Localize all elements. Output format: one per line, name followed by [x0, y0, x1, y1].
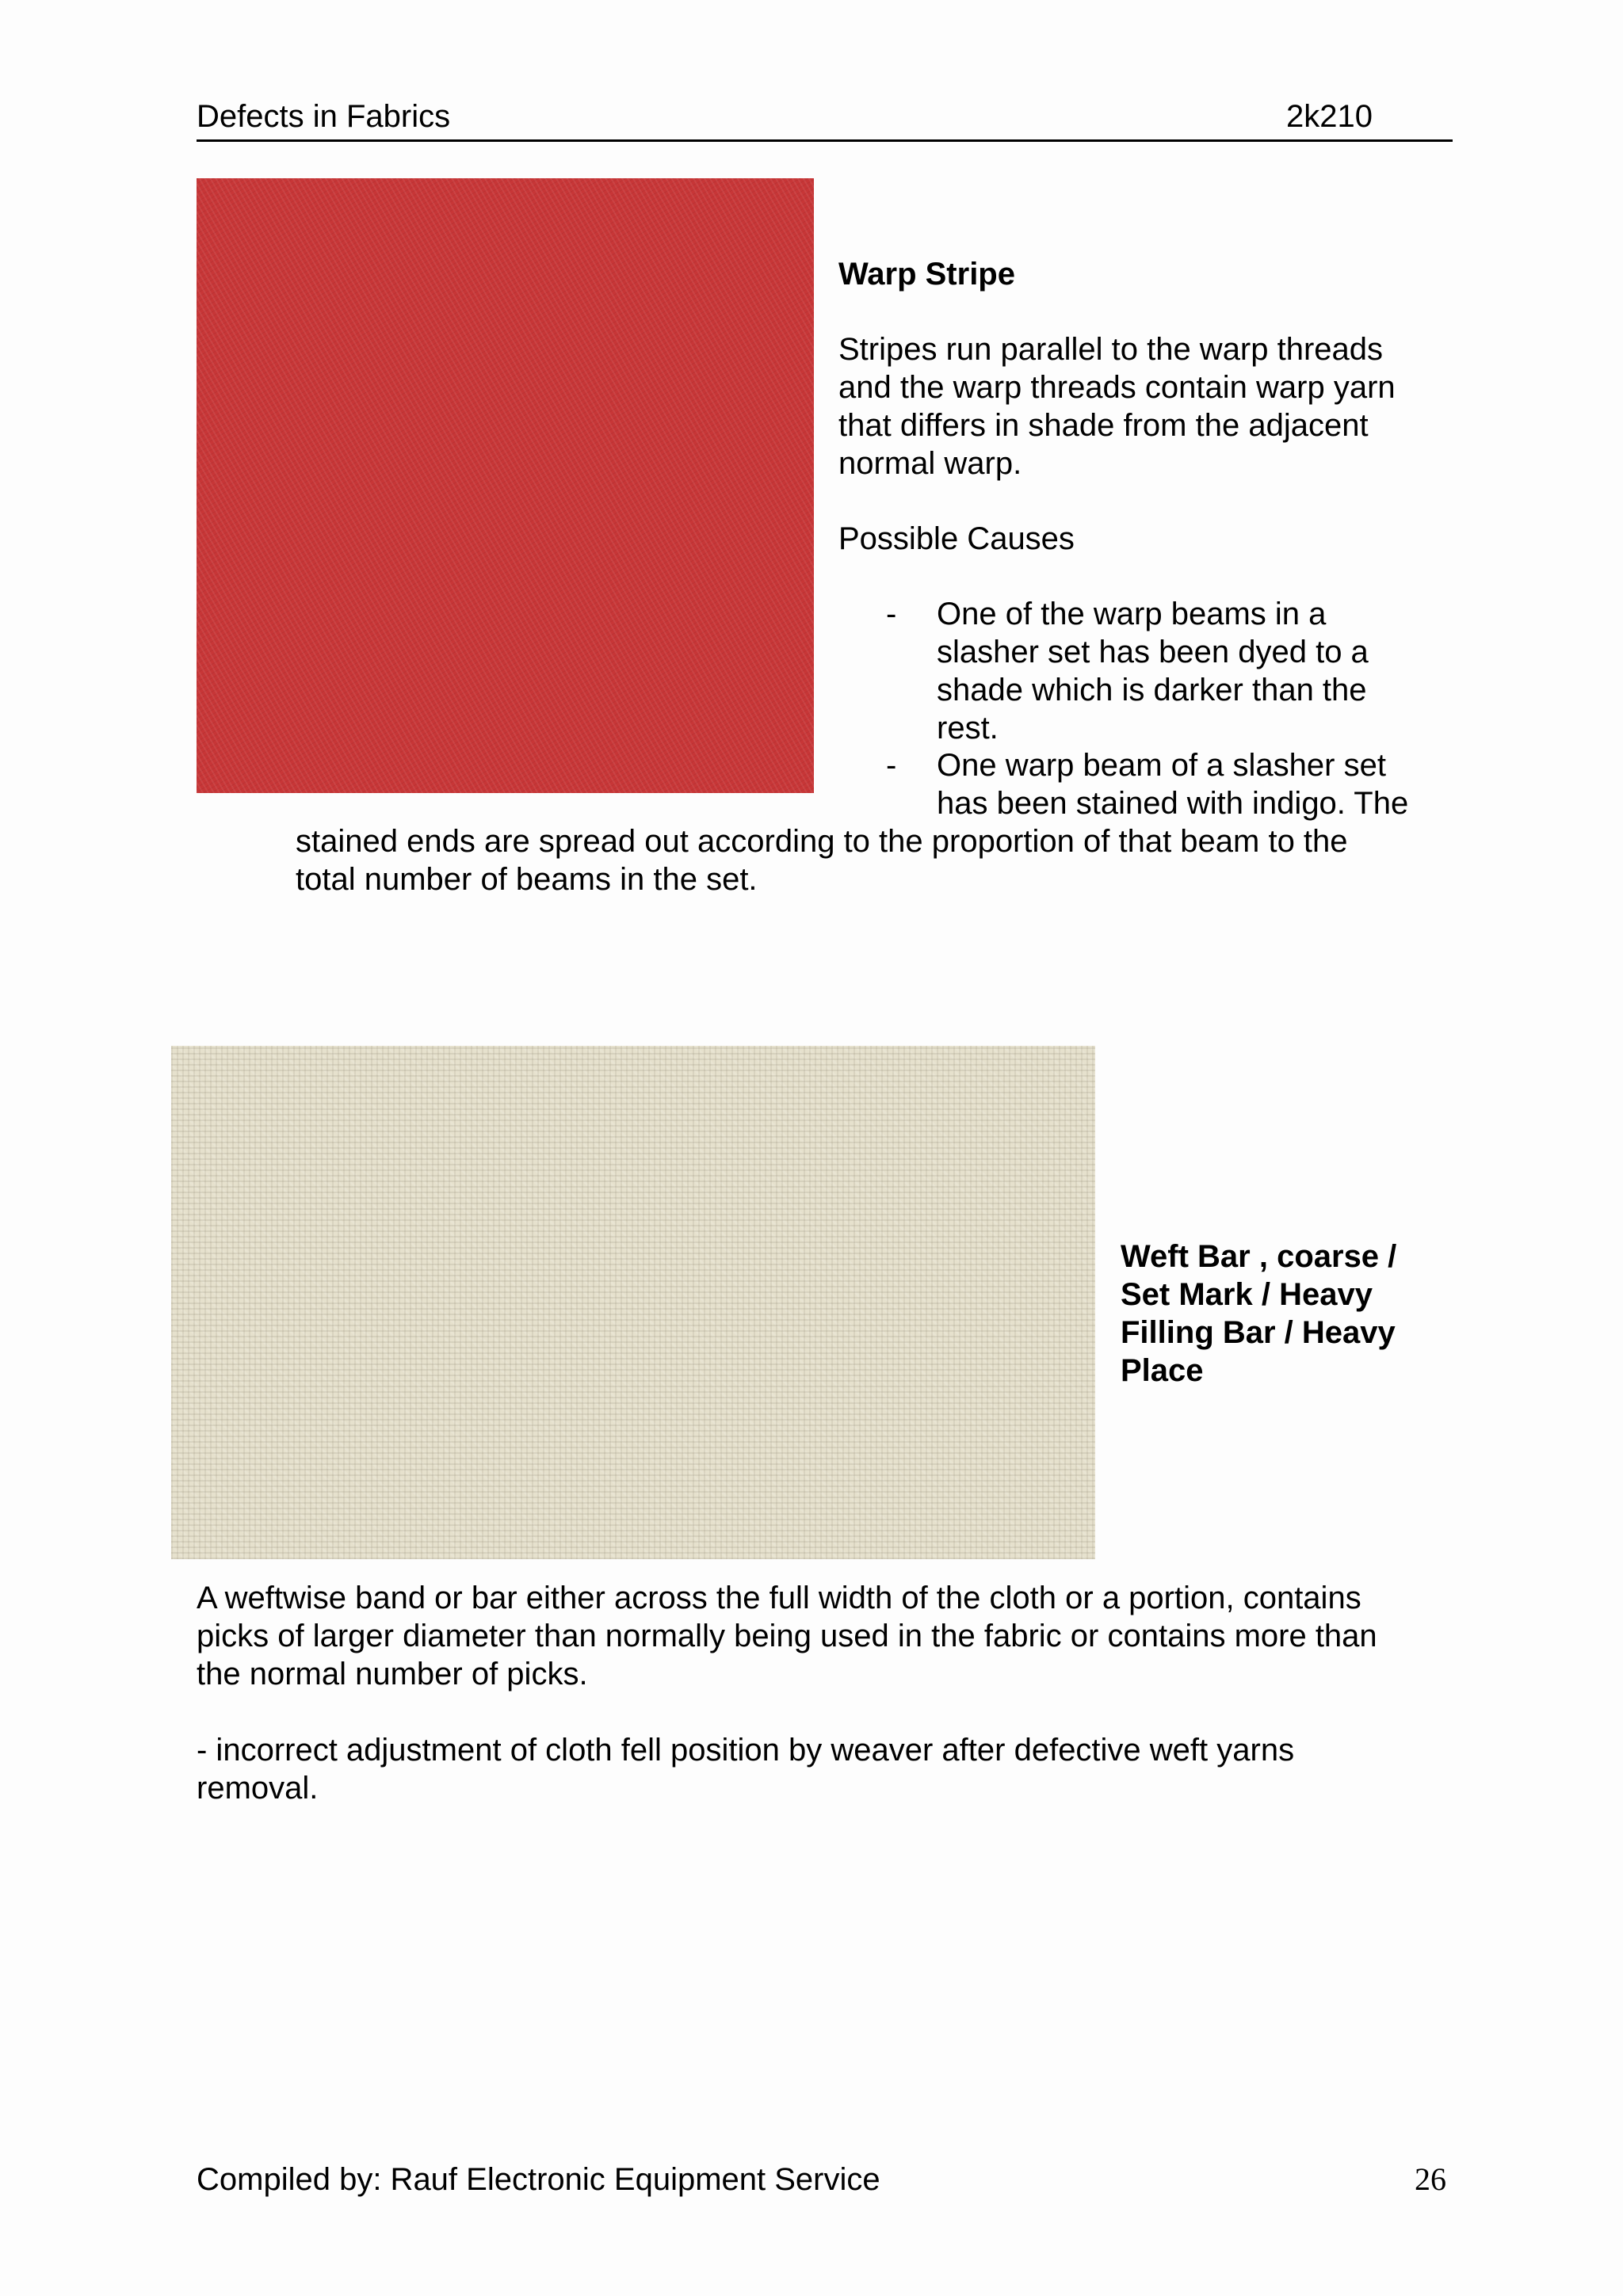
cause-line: rest.: [937, 711, 999, 746]
weft-bar-description-line: picks of larger diameter than normally being used in the fabric or contains more than: [197, 1619, 1377, 1653]
cause-line: slasher set has been dyed to a: [937, 635, 1369, 669]
weft-bar-cause-line: removal.: [197, 1771, 319, 1806]
warp-stripe-heading: Warp Stripe: [838, 257, 1015, 292]
weft-bar-heading-line: Set Mark / Heavy: [1121, 1277, 1373, 1312]
cause-line: One of the warp beams in a: [937, 597, 1327, 631]
page-number: 26: [1415, 2161, 1446, 2197]
bullet-dash: -: [886, 748, 897, 783]
warp-stripe-description-line: normal warp.: [838, 446, 1022, 481]
document-code: 2k210: [1286, 99, 1373, 134]
warp-stripe-fabric-image: [197, 178, 814, 793]
weft-bar-heading-line: Weft Bar , coarse /: [1121, 1239, 1397, 1274]
weft-bar-description-line: A weftwise band or bar either across the full width of the cloth or a portion, contains: [197, 1581, 1361, 1615]
possible-causes-heading: Possible Causes: [838, 521, 1075, 556]
cause-line: total number of beams in the set.: [296, 862, 758, 897]
weft-bar-heading-line: Filling Bar / Heavy: [1121, 1315, 1396, 1350]
weft-bar-fabric-image: [171, 1046, 1095, 1559]
page-header: [197, 97, 1453, 142]
footer-compiled-by: Compiled by: Rauf Electronic Equipment Service: [197, 2162, 880, 2197]
warp-stripe-description-line: and the warp threads contain warp yarn: [838, 370, 1396, 405]
weft-bar-heading-line: Place: [1121, 1353, 1204, 1388]
cause-line: shade which is darker than the: [937, 673, 1367, 707]
warp-stripe-description-line: that differs in shade from the adjacent: [838, 408, 1369, 443]
document-title: Defects in Fabrics: [197, 99, 451, 134]
cause-line: One warp beam of a slasher set: [937, 748, 1386, 783]
bullet-dash: -: [886, 597, 897, 631]
warp-stripe-description-line: Stripes run parallel to the warp threads: [838, 332, 1384, 367]
weft-bar-description-line: the normal number of picks.: [197, 1657, 588, 1691]
cause-line: has been stained with indigo. The: [937, 786, 1409, 821]
weft-bar-cause-line: - incorrect adjustment of cloth fell position by weaver after defective weft yarns: [197, 1733, 1295, 1768]
cause-line: stained ends are spread out according to the proportion of that beam to the: [296, 824, 1348, 859]
